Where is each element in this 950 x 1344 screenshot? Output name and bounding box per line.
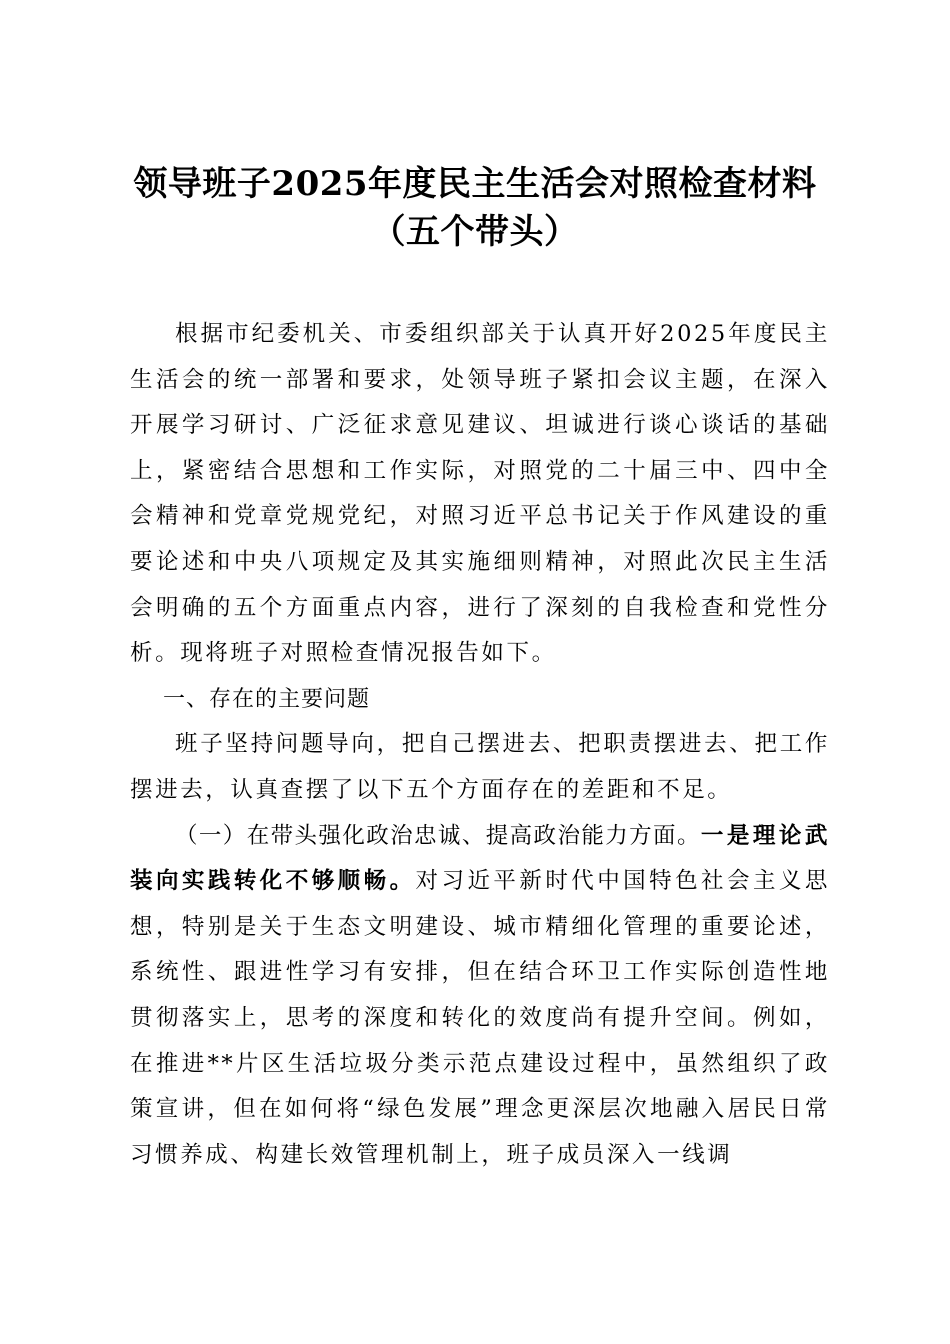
intro-paragraph: 根据市纪委机关、市委组织部关于认真开好2025年度民主生活会的统一部署和要求，处领导班子紧扣会议主题，在深入开展学习研讨、广泛征求意见建议、坦诚进行谈心谈话的基础上，紧密结合思想和工作实际，对照党的二十届三中、四中全会精神和党章党规党纪，对照习近平总书记关于作风建设的重要论述和中央八项规定及其实施细则精神，对照此次民主生活会明确的五个方面重点内容，进行了深刻的自我检查和党性分析。现将班子对照检查情况报告如下。: [130, 321, 830, 667]
title-line-1: 领导班子2025年度民主生活会对照检查材料: [133, 164, 817, 204]
item-paragraph: [130, 814, 830, 1179]
item-lead: 一是理论武装向实践转化不够顺畅。: [130, 822, 830, 895]
document-title: [120, 160, 830, 256]
item-text: 对习近平新时代中国特色社会主义思想，特别是关于生态文明建设、城市精细化管理的重要论述，系统性、跟进性学习有安排，但在结合环卫工作实际创造性地贯彻落实上，思考的深度和转化的效度尚有提升空间。例如，在推进**片区生活垃圾分类示范点建设过程中，虽然组织了政策宣讲，但在如何将“绿色发展”理念更深层次地融入居民日常习惯养成、构建长效管理机制上，班子成员深入一线调: [130, 868, 830, 1168]
section-intro-paragraph: 班子坚持问题导向，把自己摆进去、把职责摆进去、把工作摆进去，认真查摆了以下五个方面存在的差距和不足。: [130, 731, 830, 803]
document-body: [130, 312, 830, 1178]
title-line-2: （五个带头）: [371, 212, 579, 252]
section-heading: 一、存在的主要问题: [163, 686, 371, 712]
item-label: （一）在带头强化政治忠诚、提高政治能力方面。: [175, 822, 701, 849]
